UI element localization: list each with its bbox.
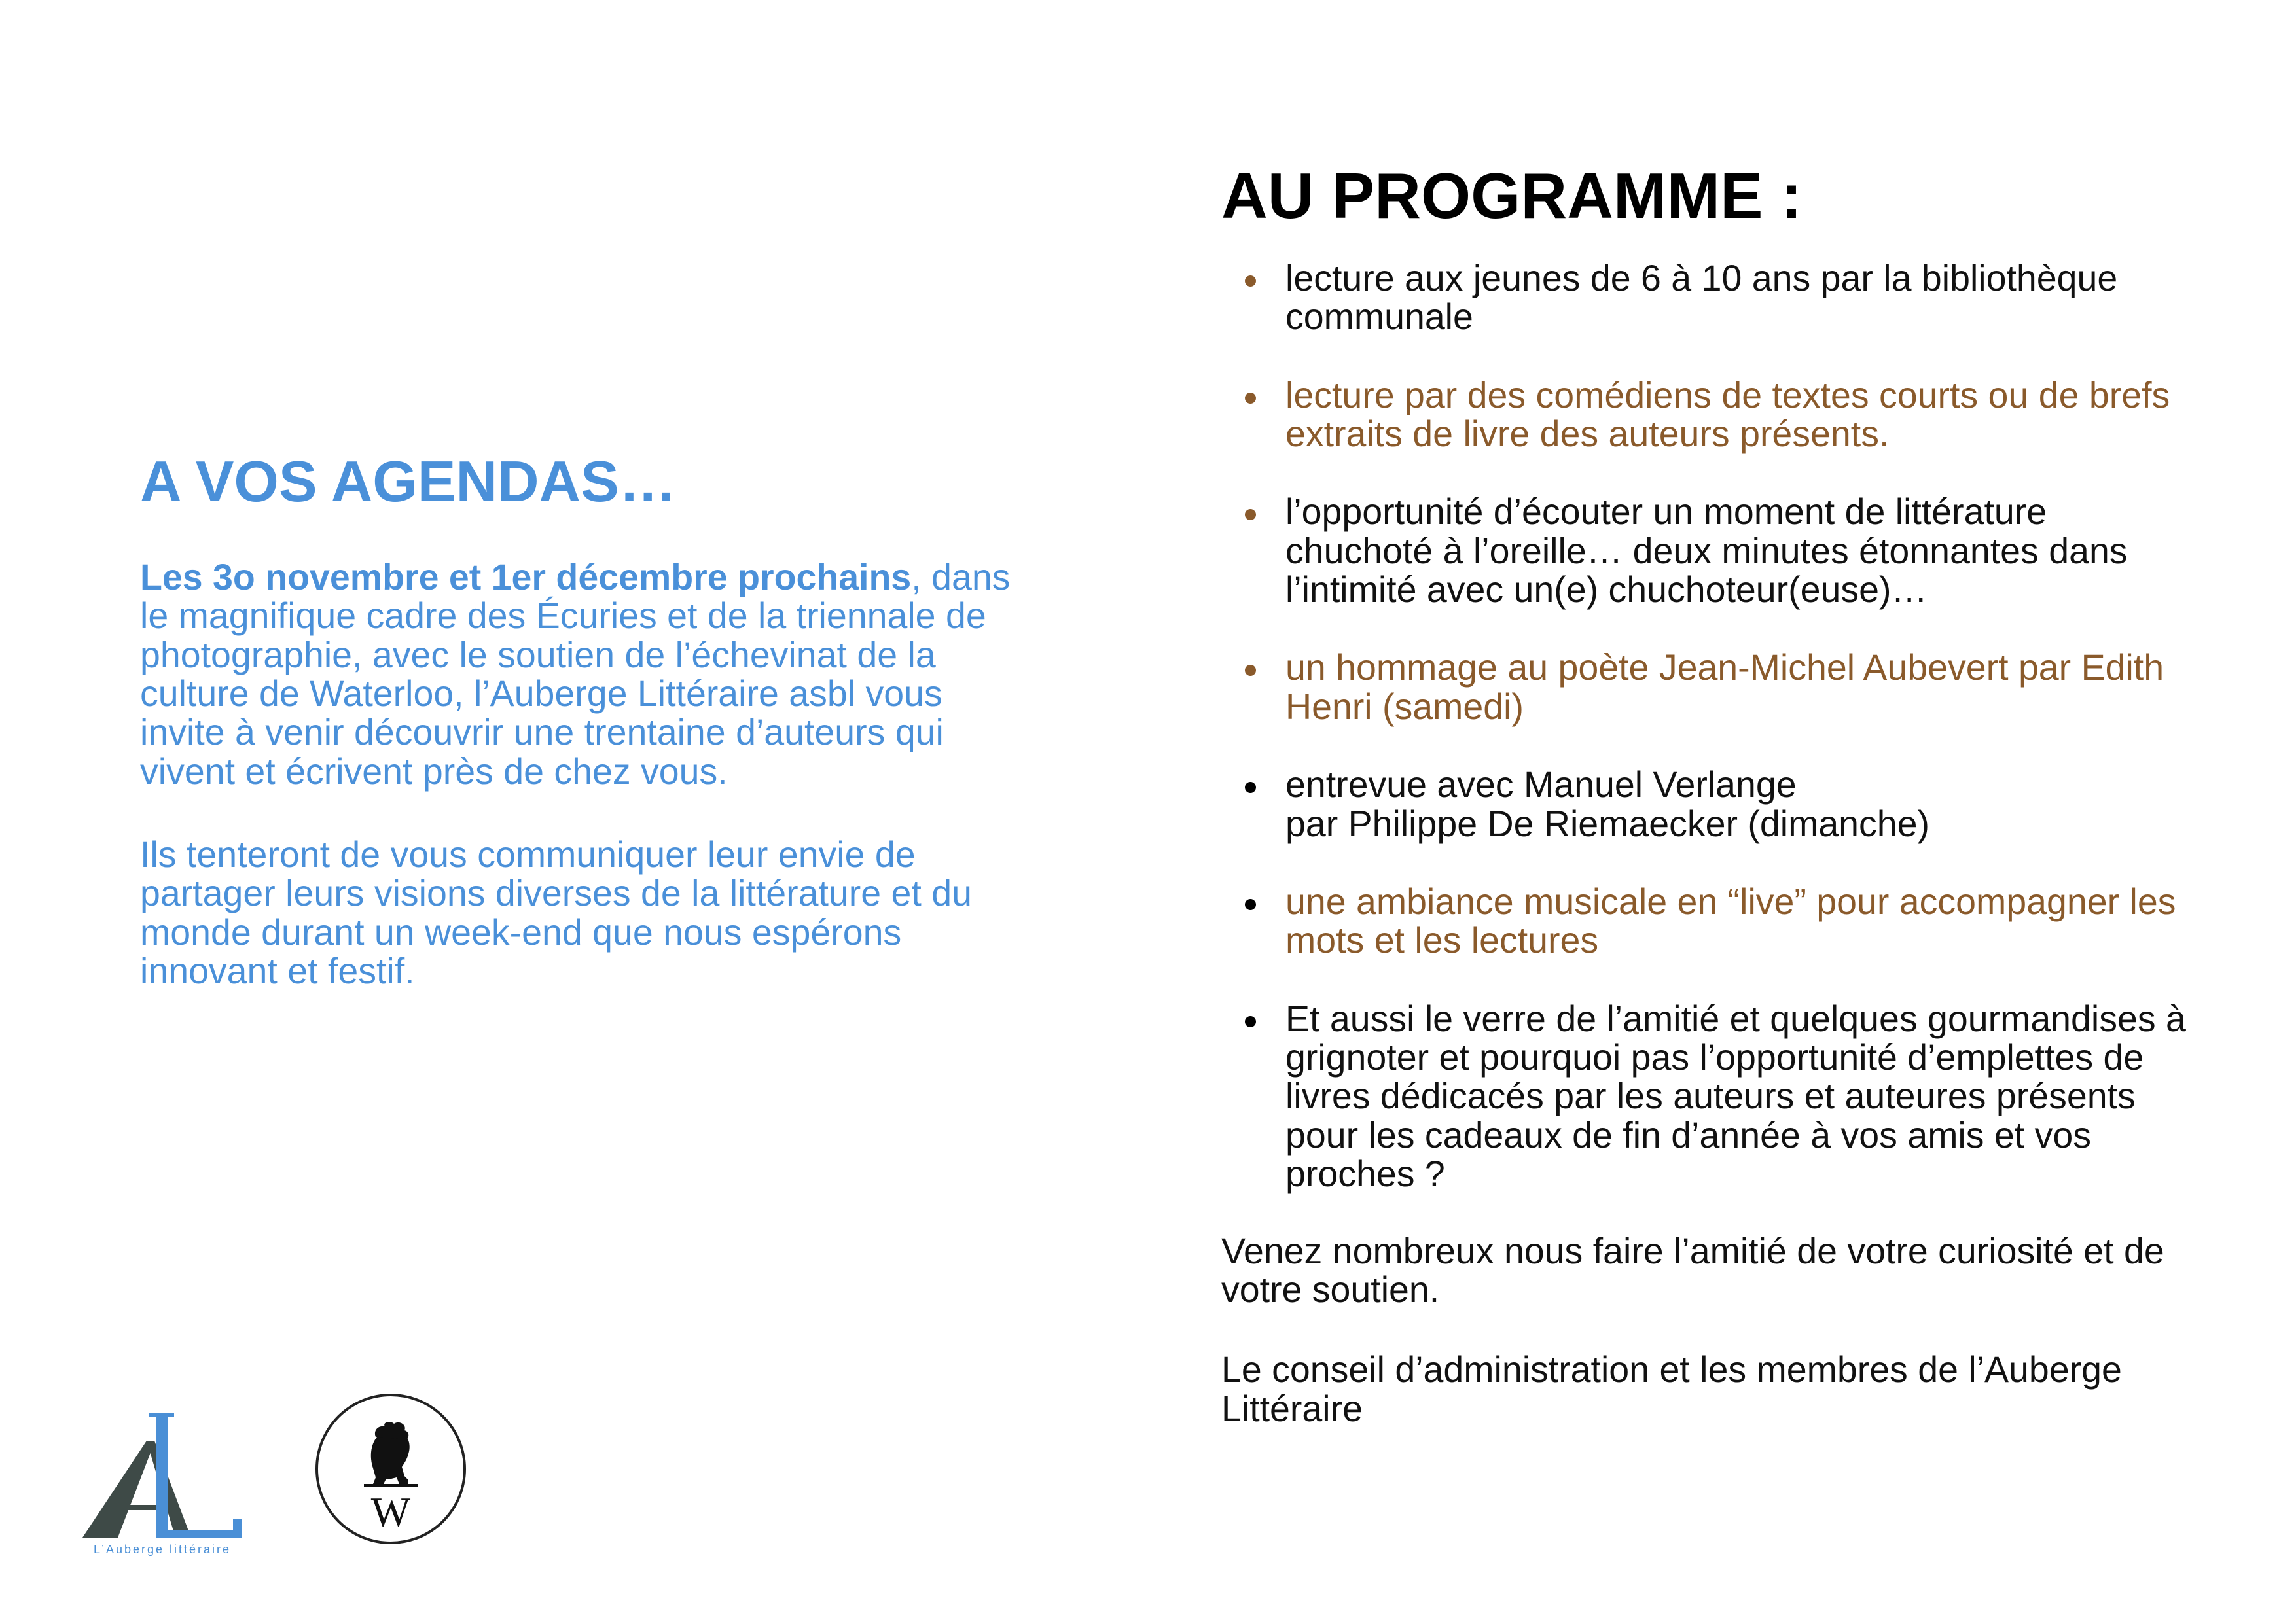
program-item-text: l’opportunité d’écouter un moment de littérature chuchoté à l’oreille… deux minutes étonnantes dans l’intimité avec un(e) chuchoteur(euse)… bbox=[1285, 491, 2128, 610]
bullet-icon bbox=[1245, 1016, 1256, 1027]
program-item-interview bbox=[1221, 766, 2203, 843]
program-item-friendship bbox=[1221, 1000, 2203, 1194]
signature-text: Le conseil d’administration et les membres de l’Auberge Littéraire bbox=[1221, 1349, 2122, 1429]
bullet-icon bbox=[1245, 393, 1256, 404]
agenda-section bbox=[140, 450, 1030, 991]
bullet-icon bbox=[1245, 509, 1256, 520]
agenda-heading: A VOS AGENDAS… bbox=[140, 449, 677, 514]
program-item-whisper bbox=[1221, 493, 2203, 609]
bullet-icon bbox=[1245, 665, 1256, 676]
waterloo-lion-logo bbox=[313, 1391, 469, 1547]
bullet-icon bbox=[1245, 275, 1256, 287]
program-item-text: lecture aux jeunes de 6 à 10 ans par la bibliothèque communale bbox=[1285, 257, 2118, 338]
program-heading: AU PROGRAMME : bbox=[1221, 160, 1803, 232]
bullet-icon bbox=[1245, 899, 1256, 910]
closing-text: Venez nombreux nous faire l’amitié de votre curiosité et de votre soutien. bbox=[1221, 1230, 2164, 1310]
agenda-dates: Les 3o novembre et 1er décembre prochains bbox=[140, 556, 912, 597]
program-item-text: lecture par des comédiens de textes courts ou de brefs extraits de livre des auteurs présents. bbox=[1285, 374, 2170, 454]
program-item-text: un hommage au poète Jean-Michel Aubevert par Edith Henri (samedi) bbox=[1285, 647, 2164, 727]
bullet-icon bbox=[1245, 782, 1256, 793]
agenda-paragraph-2: Ils tenteront de vous communiquer leur envie de partager leurs visions diverses de la littérature et du monde durant un week-end que nous espérons innovant et festif. bbox=[140, 834, 972, 992]
agenda-intro bbox=[140, 558, 1030, 791]
program-item-tribute bbox=[1221, 648, 2203, 726]
program-section bbox=[1221, 161, 2203, 1428]
program-item-text-line2: par Philippe De Riemaecker (dimanche) bbox=[1285, 803, 1930, 844]
program-item-text: une ambiance musicale en “live” pour accompagner les mots et les lectures bbox=[1285, 881, 2176, 961]
program-item-music bbox=[1221, 883, 2203, 961]
program-item-actors-reading bbox=[1221, 376, 2203, 454]
auberge-litteraire-logo bbox=[77, 1407, 247, 1557]
program-item-text: entrevue avec Manuel Verlange bbox=[1285, 764, 1797, 805]
agenda-intro-text: , dans le magnifique cadre des Écuries et de la triennale de photographie, avec le soutien de l’échevinat de la culture de Waterloo, l’Auberge Littéraire asbl vous invite à venir découvrir une trentaine d’auteurs qui vivent et écrivent près de chez vous. bbox=[140, 556, 1011, 792]
waterloo-logo-letter: W bbox=[370, 1489, 411, 1535]
auberge-logo-caption: L’Auberge littéraire bbox=[93, 1543, 232, 1556]
program-item-text: Et aussi le verre de l’amitié et quelques gourmandises à grignoter et pourquoi pas l’opportunité d’emplettes de livres dédicacés par les auteurs et auteures présents pour les cadeaux de fin d’année à vos amis et vos proches ? bbox=[1285, 998, 2186, 1195]
program-list bbox=[1221, 259, 2203, 1194]
program-item-reading-youth bbox=[1221, 259, 2203, 337]
